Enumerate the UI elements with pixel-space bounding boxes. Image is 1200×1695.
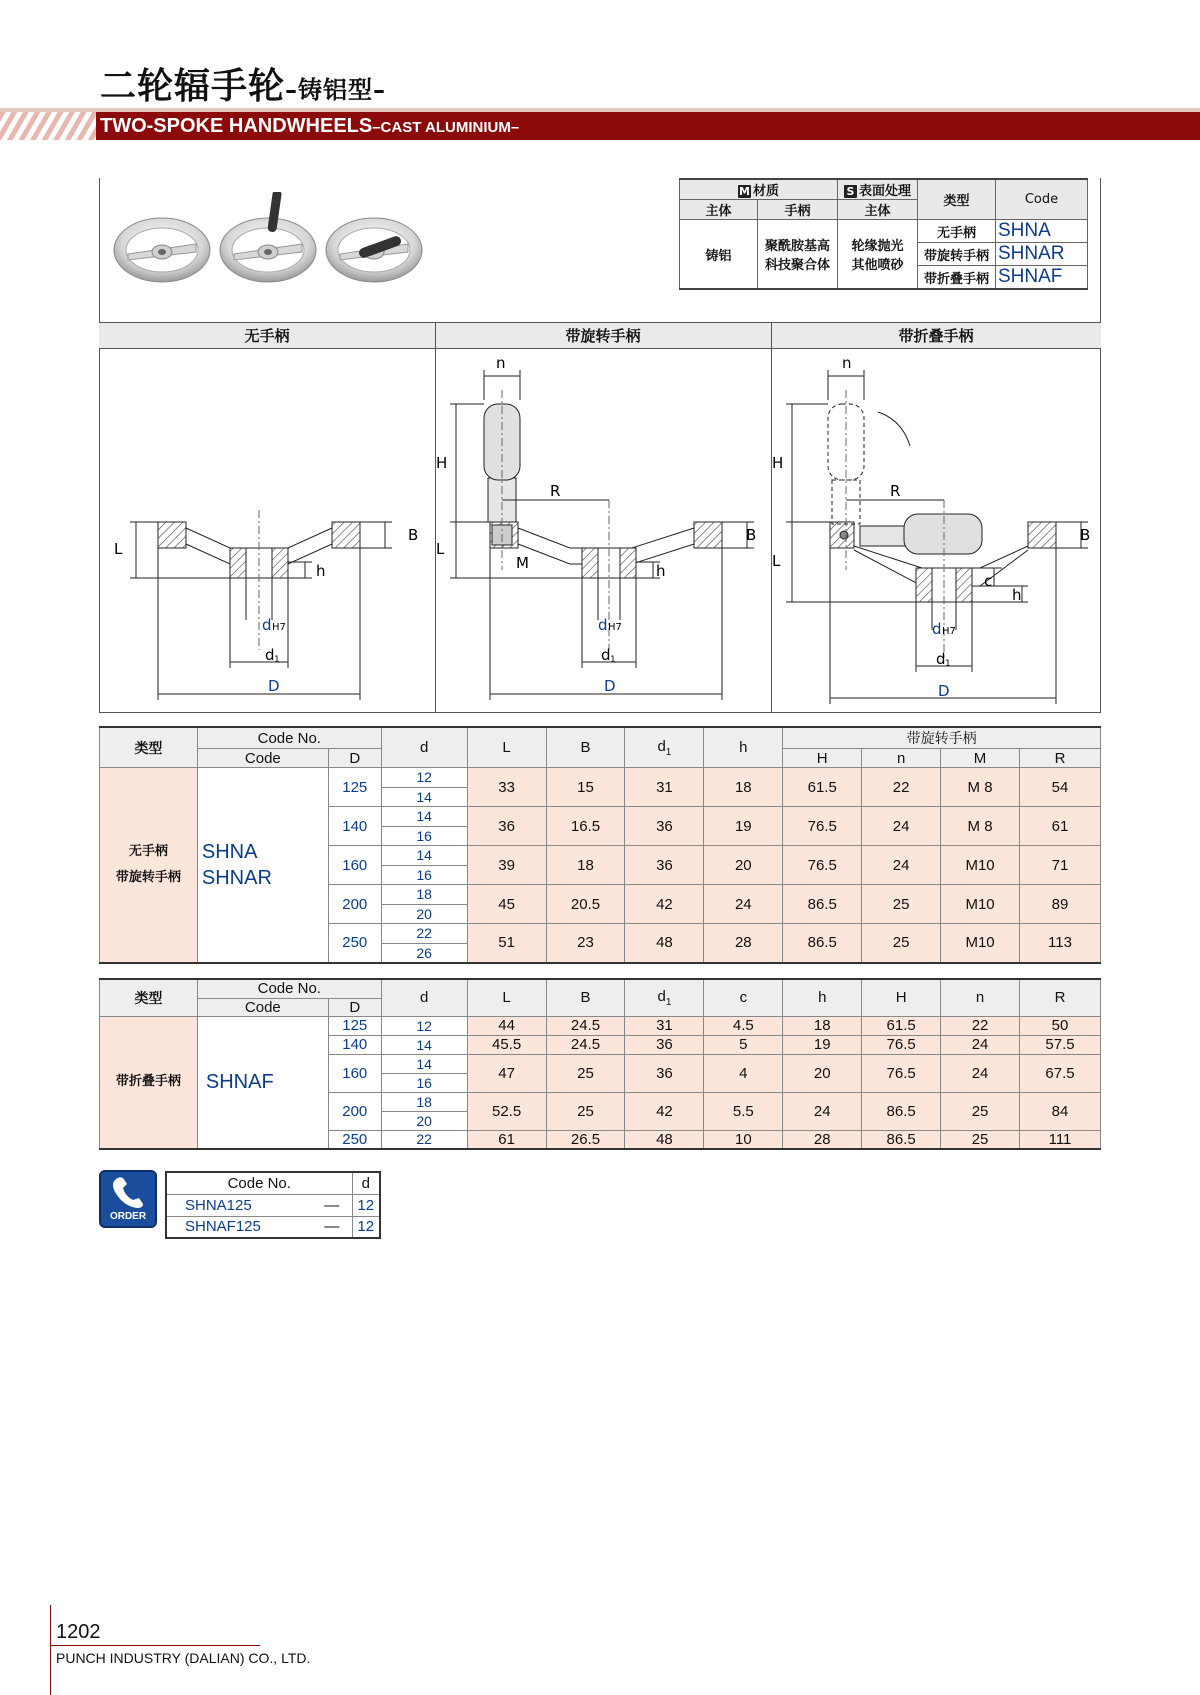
col-L: L bbox=[467, 727, 546, 768]
cell-d: 26 bbox=[381, 943, 467, 963]
cell-h: 24 bbox=[783, 1092, 862, 1130]
dim-d1: d bbox=[936, 650, 946, 668]
cell-R: 111 bbox=[1020, 1130, 1101, 1149]
order-table bbox=[165, 1171, 381, 1239]
type-name: 带折叠手柄 bbox=[918, 266, 996, 290]
col-d1-sub: 1 bbox=[665, 996, 672, 1008]
order-example-code: SHNAF125 bbox=[166, 1216, 312, 1238]
cell-c: 4 bbox=[704, 1054, 783, 1092]
product-photos bbox=[110, 192, 430, 292]
col-d1-label: d bbox=[657, 737, 666, 755]
dim-d1: d bbox=[265, 646, 275, 664]
col-n: n bbox=[941, 979, 1020, 1016]
cell-B: 24.5 bbox=[546, 1016, 625, 1035]
dim-D: D bbox=[268, 677, 280, 695]
cell-d: 20 bbox=[381, 904, 467, 924]
page-title bbox=[100, 58, 386, 109]
dim-d: d bbox=[932, 620, 942, 638]
cell-d: 22 bbox=[381, 924, 467, 944]
dim-H7: H7 bbox=[272, 622, 286, 633]
cell-h: 19 bbox=[783, 1035, 862, 1054]
cell-L: 47 bbox=[467, 1054, 546, 1092]
drawing-header-shnar: 带旋转手柄 bbox=[435, 322, 771, 349]
col-H: H bbox=[862, 979, 941, 1016]
table-row bbox=[100, 768, 1101, 788]
dim-B: B bbox=[746, 526, 757, 544]
surface-line1: 轮缘抛光 bbox=[851, 239, 904, 254]
cell-d: 14 bbox=[381, 1054, 467, 1073]
page-number: 1202 bbox=[56, 1621, 101, 1643]
code-cell bbox=[197, 768, 328, 963]
cell-c: 10 bbox=[704, 1130, 783, 1149]
drawing-header-shnaf: 带折叠手柄 bbox=[771, 322, 1101, 349]
cell-H: 76.5 bbox=[862, 1035, 941, 1054]
cell-B: 15 bbox=[546, 768, 625, 807]
table-row bbox=[100, 1016, 1101, 1035]
type-cell: 带折叠手柄 bbox=[100, 1016, 198, 1149]
code-no-header: Code No. bbox=[197, 727, 381, 749]
cell-R: 54 bbox=[1020, 768, 1101, 807]
dim-c: c bbox=[984, 572, 993, 590]
code-no-header: Code No. bbox=[197, 979, 381, 998]
cell-n: 24 bbox=[941, 1035, 1020, 1054]
cell-L: 36 bbox=[467, 807, 546, 846]
col-D: D bbox=[328, 749, 381, 768]
cell-d: 14 bbox=[381, 846, 467, 866]
cell-h: 18 bbox=[783, 1016, 862, 1035]
order-icon bbox=[99, 1170, 157, 1228]
title-cn-suffix: –铸铝型– bbox=[285, 76, 387, 104]
cell-d1: 36 bbox=[625, 1054, 704, 1092]
group-header: 带旋转手柄 bbox=[783, 727, 1101, 749]
type-cell bbox=[100, 768, 198, 963]
type-name: 带旋转手柄 bbox=[115, 869, 181, 885]
col-d: d bbox=[381, 979, 467, 1016]
col-B: B bbox=[546, 979, 625, 1016]
dim-d1: d bbox=[601, 646, 611, 664]
cell-B: 25 bbox=[546, 1092, 625, 1130]
cell-D: 140 bbox=[328, 807, 381, 846]
dim-h: h bbox=[1012, 586, 1022, 604]
footer-line-v bbox=[50, 1605, 51, 1695]
cell-H: 86.5 bbox=[862, 1092, 941, 1130]
col-H: H bbox=[783, 749, 862, 768]
col-R: R bbox=[1020, 749, 1101, 768]
code-value: SHNA bbox=[201, 840, 258, 863]
cell-B: 18 bbox=[546, 846, 625, 885]
surface-line2: 其他喷砂 bbox=[851, 258, 904, 273]
cell-H: 76.5 bbox=[783, 846, 862, 885]
col-M: M bbox=[941, 749, 1020, 768]
cell-d: 14 bbox=[381, 787, 467, 807]
col-d: d bbox=[381, 727, 467, 768]
cell-c: 4.5 bbox=[704, 1016, 783, 1035]
cell-M: M 8 bbox=[941, 807, 1020, 846]
dim-L: L bbox=[114, 540, 123, 558]
cell-d: 14 bbox=[381, 1035, 467, 1054]
title-en bbox=[100, 115, 519, 138]
cell-d: 16 bbox=[381, 1073, 467, 1092]
cell-d1: 36 bbox=[625, 807, 704, 846]
cell-L: 45.5 bbox=[467, 1035, 546, 1054]
title-cn: 二轮辐手轮 bbox=[100, 66, 286, 107]
cell-L: 51 bbox=[467, 924, 546, 963]
cell-h: 20 bbox=[704, 846, 783, 885]
cell-d: 12 bbox=[381, 768, 467, 788]
cell-d: 16 bbox=[381, 865, 467, 885]
type-header: 类型 bbox=[918, 179, 996, 220]
cell-n: 25 bbox=[941, 1092, 1020, 1130]
cell-R: 113 bbox=[1020, 924, 1101, 963]
cell-L: 61 bbox=[467, 1130, 546, 1149]
handle-material-line2: 科技聚合体 bbox=[764, 258, 830, 273]
cell-R: 67.5 bbox=[1020, 1054, 1101, 1092]
photo-shna bbox=[114, 218, 210, 282]
col-L: L bbox=[467, 979, 546, 1016]
cell-d1: 36 bbox=[625, 1035, 704, 1054]
cell-H: 76.5 bbox=[783, 807, 862, 846]
dim-L: L bbox=[436, 540, 445, 558]
cell-H: 61.5 bbox=[862, 1016, 941, 1035]
dim-d: d bbox=[598, 616, 608, 634]
cell-d: 20 bbox=[381, 1111, 467, 1130]
col-c: c bbox=[704, 979, 783, 1016]
dim-D: D bbox=[938, 682, 950, 700]
cell-c: 5 bbox=[704, 1035, 783, 1054]
col-n: n bbox=[862, 749, 941, 768]
type-name: 无手柄 bbox=[128, 843, 168, 859]
cell-R: 89 bbox=[1020, 885, 1101, 924]
col-handle: 手柄 bbox=[758, 200, 838, 220]
cell-R: 50 bbox=[1020, 1016, 1101, 1035]
cell-B: 23 bbox=[546, 924, 625, 963]
cell-B: 20.5 bbox=[546, 885, 625, 924]
cell-n: 24 bbox=[941, 1054, 1020, 1092]
handle-material-line1: 聚酰胺基高 bbox=[764, 239, 830, 254]
cell-L: 45 bbox=[467, 885, 546, 924]
cell-n: 24 bbox=[862, 807, 941, 846]
dim-d1-sub: 1 bbox=[610, 655, 616, 665]
col-D: D bbox=[328, 998, 381, 1016]
cell-h: 19 bbox=[704, 807, 783, 846]
order-col-d: d bbox=[352, 1172, 380, 1194]
order-example-d: 12 bbox=[352, 1194, 380, 1216]
cell-D: 200 bbox=[328, 1092, 381, 1130]
cell-c: 5.5 bbox=[704, 1092, 783, 1130]
dim-R: R bbox=[550, 482, 561, 500]
col-h: h bbox=[783, 979, 862, 1016]
cell-d1: 31 bbox=[625, 768, 704, 807]
dim-R: R bbox=[890, 482, 901, 500]
type-code: SHNAF bbox=[996, 266, 1088, 290]
order-label: ORDER bbox=[109, 1211, 147, 1222]
cell-d: 18 bbox=[381, 885, 467, 905]
cell-M: M 8 bbox=[941, 768, 1020, 807]
type-name: 带旋转手柄 bbox=[918, 243, 996, 266]
dim-H: H bbox=[436, 454, 448, 472]
drawing-shna bbox=[100, 350, 434, 712]
cell-D: 140 bbox=[328, 1035, 381, 1054]
title-en-suffix: –CAST ALUMINIUM– bbox=[372, 119, 520, 136]
footer-line-h bbox=[50, 1645, 260, 1646]
order-example-sep: — bbox=[312, 1216, 352, 1238]
cell-D: 125 bbox=[328, 1016, 381, 1035]
order-example-sep: — bbox=[312, 1194, 352, 1216]
code-cell: SHNAF bbox=[197, 1016, 328, 1149]
cell-D: 160 bbox=[328, 846, 381, 885]
cell-d1: 48 bbox=[625, 1130, 704, 1149]
col-R: R bbox=[1020, 979, 1101, 1016]
cell-H: 61.5 bbox=[783, 768, 862, 807]
cell-D: 125 bbox=[328, 768, 381, 807]
cell-h: 24 bbox=[704, 885, 783, 924]
type-header: 类型 bbox=[100, 979, 198, 1016]
banner-stripes bbox=[0, 112, 100, 140]
company-name: PUNCH INDUSTRY (DALIAN) CO., LTD. bbox=[56, 1650, 311, 1666]
cell-d1: 31 bbox=[625, 1016, 704, 1035]
handle-material bbox=[758, 220, 838, 290]
dim-n: n bbox=[842, 354, 852, 372]
cell-B: 16.5 bbox=[546, 807, 625, 846]
spec-table bbox=[679, 178, 1088, 290]
surface-treatment bbox=[838, 220, 918, 290]
cell-d1: 42 bbox=[625, 1092, 704, 1130]
material-label: 材质 bbox=[752, 184, 779, 199]
cell-H: 86.5 bbox=[783, 885, 862, 924]
dim-d1-sub: 1 bbox=[945, 659, 951, 669]
cell-n: 24 bbox=[862, 846, 941, 885]
code-header: Code bbox=[996, 179, 1088, 220]
dim-M: M bbox=[516, 554, 529, 572]
cell-D: 250 bbox=[328, 1130, 381, 1149]
cell-R: 84 bbox=[1020, 1092, 1101, 1130]
col-code: Code bbox=[197, 749, 328, 768]
drawing-header-shna: 无手柄 bbox=[99, 322, 435, 349]
drawing-shnaf bbox=[772, 350, 1100, 712]
cell-R: 57.5 bbox=[1020, 1035, 1101, 1054]
surface-header bbox=[838, 179, 918, 200]
cell-n: 22 bbox=[862, 768, 941, 807]
order-example-code: SHNA125 bbox=[166, 1194, 312, 1216]
cell-R: 71 bbox=[1020, 846, 1101, 885]
col-d1-label: d bbox=[657, 987, 666, 1005]
col-d1-sub: 1 bbox=[665, 746, 672, 758]
dim-h: h bbox=[656, 562, 666, 580]
col-h: h bbox=[704, 727, 783, 768]
dimension-table-shna-shnar bbox=[99, 726, 1101, 964]
cell-h: 20 bbox=[783, 1054, 862, 1092]
cell-n: 25 bbox=[862, 924, 941, 963]
type-code: SHNA bbox=[996, 220, 1088, 243]
cell-L: 52.5 bbox=[467, 1092, 546, 1130]
cell-M: M10 bbox=[941, 924, 1020, 963]
cell-n: 25 bbox=[862, 885, 941, 924]
col-code: Code bbox=[197, 998, 328, 1016]
code-value: SHNAR bbox=[201, 866, 272, 889]
cell-d1: 36 bbox=[625, 846, 704, 885]
cell-B: 26.5 bbox=[546, 1130, 625, 1149]
order-example-d: 12 bbox=[352, 1216, 380, 1238]
dim-B: B bbox=[408, 526, 419, 544]
cell-d1: 48 bbox=[625, 924, 704, 963]
cell-B: 24.5 bbox=[546, 1035, 625, 1054]
type-header: 类型 bbox=[100, 727, 198, 768]
cell-d1: 42 bbox=[625, 885, 704, 924]
cell-R: 61 bbox=[1020, 807, 1101, 846]
cell-L: 33 bbox=[467, 768, 546, 807]
cell-d: 18 bbox=[381, 1092, 467, 1111]
col-d1 bbox=[625, 979, 704, 1016]
dim-h: h bbox=[316, 562, 326, 580]
dim-d: d bbox=[262, 616, 272, 634]
photo-shnaf bbox=[326, 218, 422, 282]
col-d1 bbox=[625, 727, 704, 768]
col-B: B bbox=[546, 727, 625, 768]
cell-D: 250 bbox=[328, 924, 381, 963]
type-name: 无手柄 bbox=[918, 220, 996, 243]
cell-d: 12 bbox=[381, 1016, 467, 1035]
dim-H7: H7 bbox=[608, 622, 622, 633]
order-col-code: Code No. bbox=[166, 1172, 352, 1194]
cell-L: 44 bbox=[467, 1016, 546, 1035]
cell-h: 18 bbox=[704, 768, 783, 807]
cell-H: 86.5 bbox=[783, 924, 862, 963]
cell-H: 86.5 bbox=[862, 1130, 941, 1149]
material-header bbox=[680, 179, 838, 200]
dim-n: n bbox=[496, 354, 506, 372]
dim-B: B bbox=[1080, 526, 1091, 544]
dimension-table-shnaf bbox=[99, 978, 1101, 1150]
cell-M: M10 bbox=[941, 885, 1020, 924]
col-surface-body: 主体 bbox=[838, 200, 918, 220]
table1-body bbox=[100, 727, 1101, 963]
cell-d: 22 bbox=[381, 1130, 467, 1149]
dim-H7: H7 bbox=[942, 626, 956, 637]
type-code: SHNAR bbox=[996, 243, 1088, 266]
cell-M: M10 bbox=[941, 846, 1020, 885]
photo-shnar bbox=[220, 192, 316, 282]
body-material: 铸铝 bbox=[680, 220, 758, 290]
cell-D: 200 bbox=[328, 885, 381, 924]
cell-d: 14 bbox=[381, 807, 467, 827]
cell-H: 76.5 bbox=[862, 1054, 941, 1092]
table2-body bbox=[100, 979, 1101, 1149]
dim-L: L bbox=[772, 552, 781, 570]
drawing-shnar bbox=[436, 350, 770, 712]
phone-icon bbox=[101, 1172, 155, 1214]
cell-h: 28 bbox=[704, 924, 783, 963]
title-en-main: TWO-SPOKE HANDWHEELS bbox=[100, 115, 373, 137]
cell-n: 22 bbox=[941, 1016, 1020, 1035]
surface-label: 表面处理 bbox=[858, 184, 911, 199]
cell-L: 39 bbox=[467, 846, 546, 885]
surface-badge: S bbox=[844, 185, 857, 198]
cell-h: 28 bbox=[783, 1130, 862, 1149]
cell-D: 160 bbox=[328, 1054, 381, 1092]
col-body: 主体 bbox=[680, 200, 758, 220]
dim-H: H bbox=[772, 454, 784, 472]
dim-D: D bbox=[604, 677, 616, 695]
cell-d: 16 bbox=[381, 826, 467, 846]
dim-d1-sub: 1 bbox=[274, 655, 280, 665]
material-badge: M bbox=[739, 185, 750, 198]
cell-B: 25 bbox=[546, 1054, 625, 1092]
cell-n: 25 bbox=[941, 1130, 1020, 1149]
